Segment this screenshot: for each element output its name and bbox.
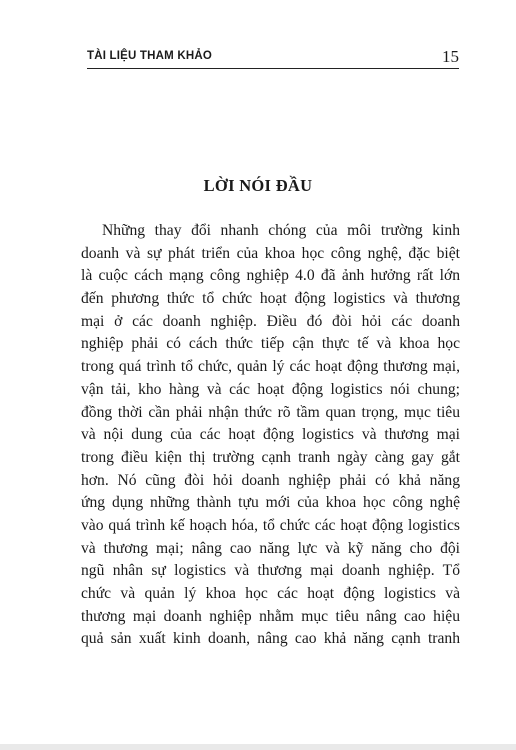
text-line: đến phương thức tổ chức hoạt động logistics và thương bbox=[81, 290, 460, 308]
running-head-title: TÀI LIỆU THAM KHẢO bbox=[87, 50, 212, 62]
text-line: ứng dụng những thành tựu mới của khoa học công nghệ bbox=[81, 494, 460, 512]
chapter-title: LỜI NÓI ĐẦU bbox=[203, 176, 313, 195]
running-head bbox=[87, 46, 459, 68]
text-line: trong điều kiện thị trường cạnh tranh ngày càng gay gắt bbox=[81, 448, 460, 466]
text-line: là cuộc cách mạng công nghiệp 4.0 đã ảnh hưởng rất lớn bbox=[81, 267, 460, 285]
text-line: vào quá trình kế hoạch hóa, tổ chức các hoạt động logistics bbox=[81, 516, 460, 534]
text-line: vận tải, kho hàng và các hoạt động logistics nói chung; bbox=[81, 380, 460, 398]
header-rule bbox=[87, 68, 459, 69]
text-line: mại ở các doanh nghiệp. Điều đó đòi hỏi các doanh bbox=[81, 312, 460, 330]
page-number: 15 bbox=[442, 47, 459, 66]
text-line: chức và quản lý khoa học các hoạt động logistics và bbox=[81, 585, 460, 602]
text-line: Những thay đổi nhanh chóng của môi trường kinh bbox=[102, 222, 460, 239]
text-line: quả sản xuất kinh doanh, nâng cao khả năng cạnh tranh bbox=[81, 630, 460, 648]
text-line: trong quá trình tổ chức, quản lý các hoạt động thương mại, bbox=[81, 358, 460, 376]
text-line: đồng thời cần phải nhận thức rõ tầm quan trọng, mục tiêu bbox=[81, 403, 460, 421]
text-line: ngũ nhân sự logistics và thương mại doanh nghiệp. Tổ bbox=[81, 562, 460, 580]
page-bottom-edge bbox=[0, 744, 516, 750]
text-line: nghiệp phải có cách thức tiếp cận thực tế và khoa học bbox=[81, 335, 460, 353]
text-line: và thương mại; nâng cao năng lực và kỹ năng cho đội bbox=[81, 539, 460, 557]
body-paragraph bbox=[81, 220, 460, 651]
text-line: doanh và sự phát triển của khoa học công nghệ, đặc biệt bbox=[81, 244, 460, 262]
text-line: hơn. Nó cũng đòi hỏi doanh nghiệp phải có khả năng bbox=[81, 471, 460, 489]
text-line: và nội dung của các hoạt động logistics và thương mại bbox=[81, 426, 460, 444]
text-line: thương mại doanh nghiệp nhằm mục tiêu nâng cao hiệu bbox=[81, 607, 460, 625]
